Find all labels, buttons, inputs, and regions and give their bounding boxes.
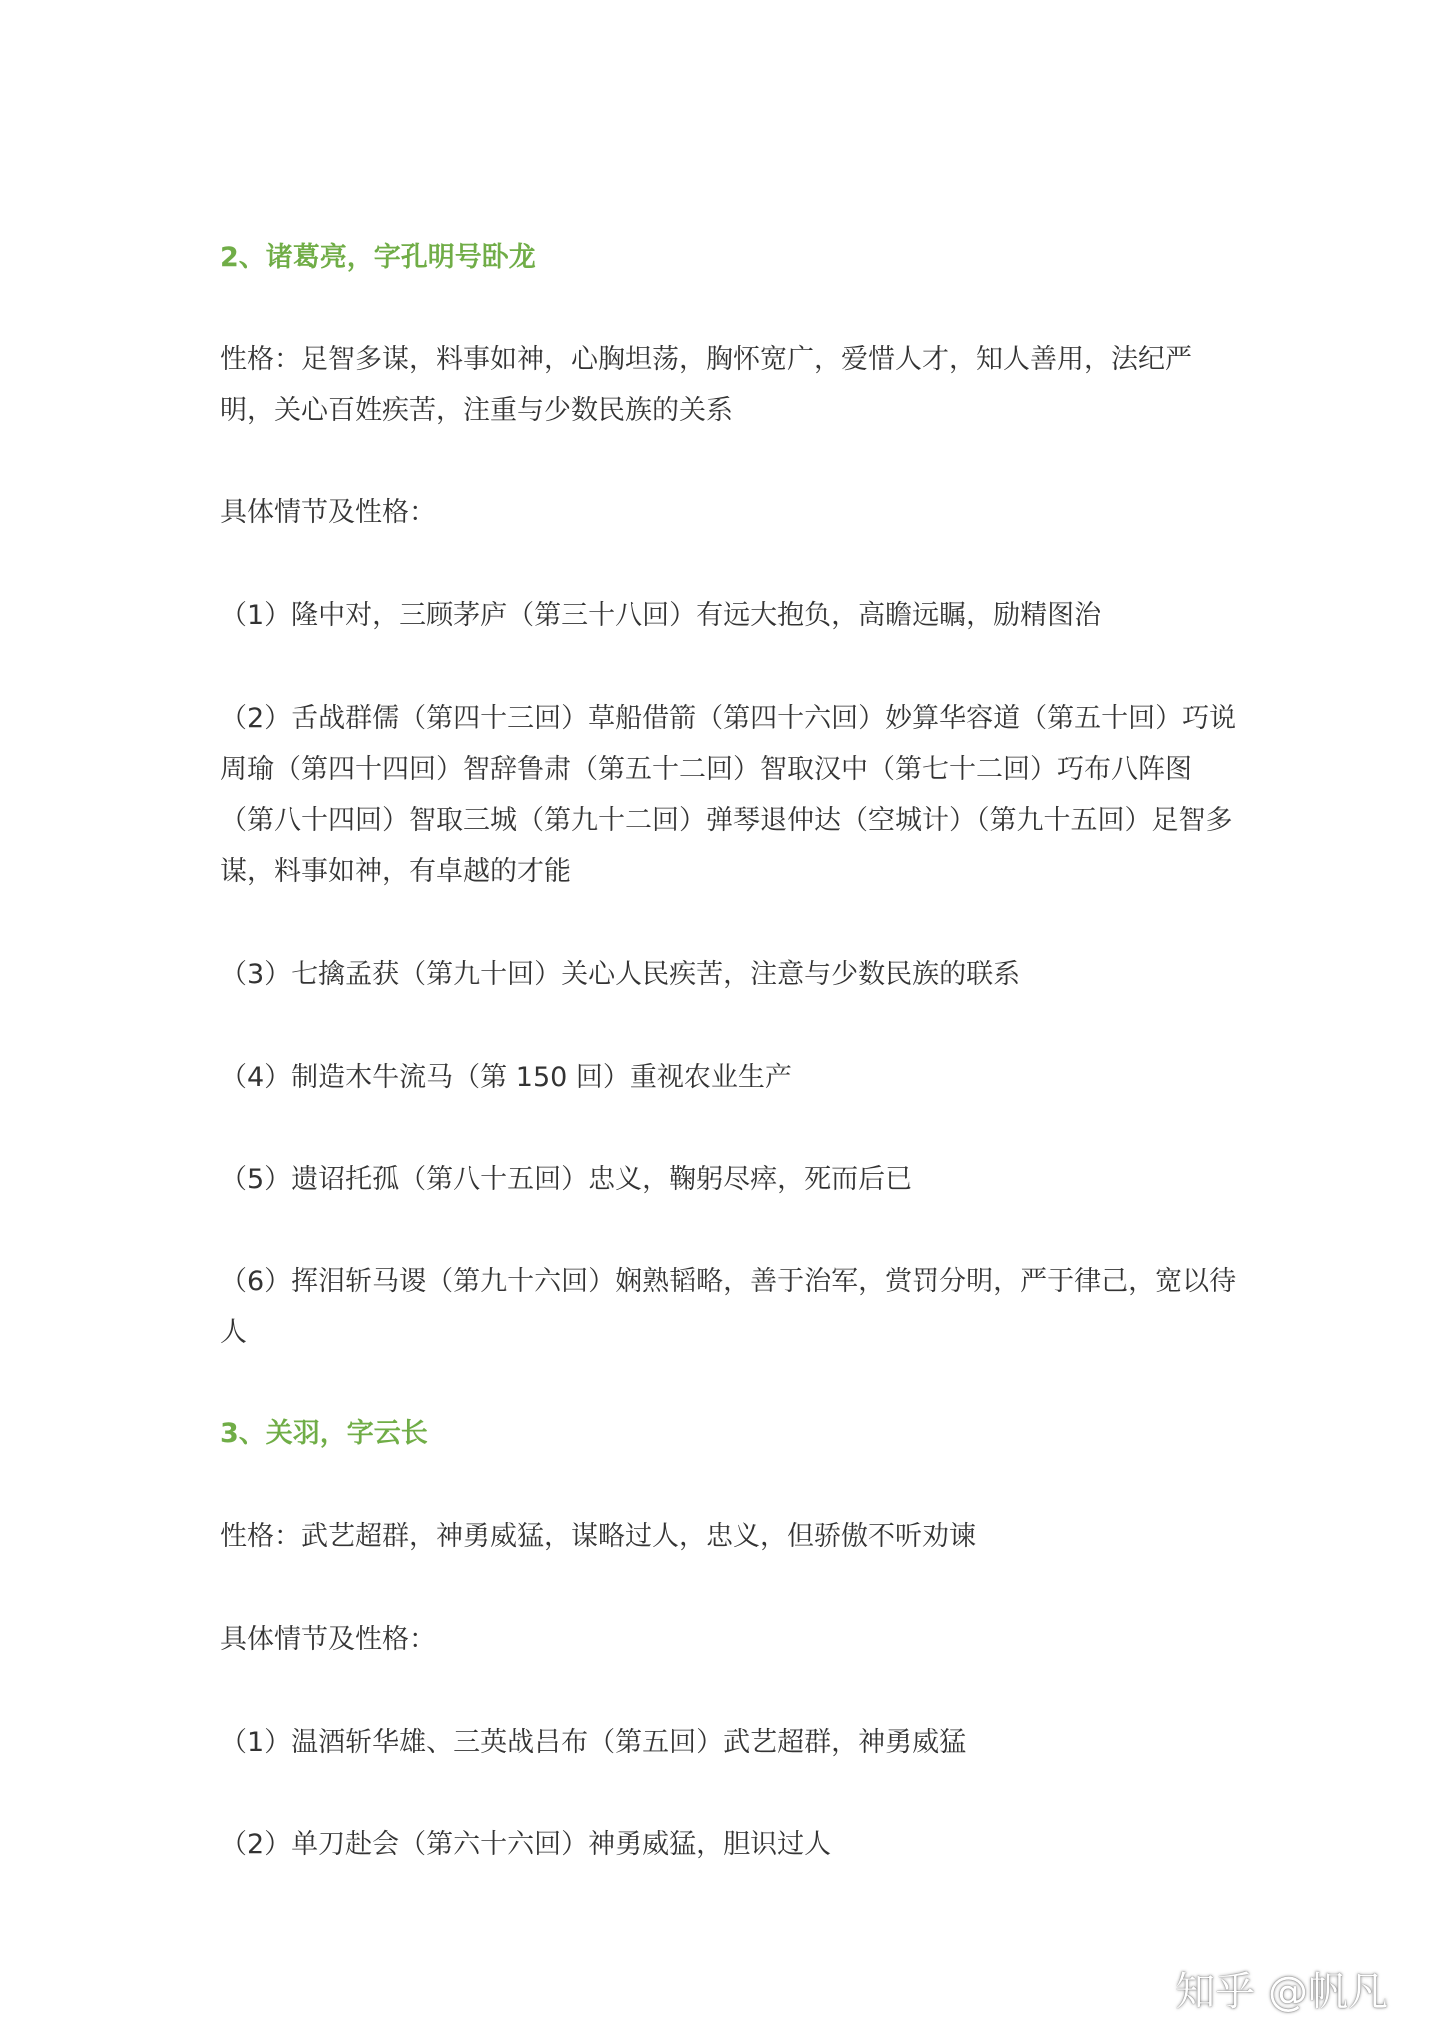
list-item: （3）七擒孟获（第九十回）关心人民疾苦，注意与少数民族的联系: [220, 959, 1021, 990]
list-item: （1）温酒斩华雄、三英战吕布（第五回）武艺超群，神勇威猛: [220, 1727, 967, 1758]
plot-label-guan-yu: 具体情节及性格：: [220, 1624, 436, 1655]
plot-label-zhuge-liang: 具体情节及性格：: [220, 497, 436, 528]
personality-guan-yu: 性格：武艺超群，神勇威猛，谋略过人，忠义，但骄傲不听劝谏: [220, 1521, 976, 1552]
list-item: （1）隆中对，三顾茅庐（第三十八回）有远大抱负，高瞻远瞩，励精图治: [220, 600, 1102, 631]
list-item: （4）制造木牛流马（第 150 回）重视农业生产: [220, 1062, 792, 1093]
list-item: （6）挥泪斩马谡（第九十六回）娴熟韬略，善于治军，赏罚分明，严于律己，宽以待人: [220, 1266, 1237, 1348]
list-item: （5）遗诏托孤（第八十五回）忠义，鞠躬尽瘁，死而后已: [220, 1164, 913, 1195]
section-heading-guan-yu: 3、关羽，字云长: [220, 1418, 428, 1449]
zhihu-watermark: 知乎 @帆凡: [1175, 1969, 1388, 2015]
personality-zhuge-liang: 性格：足智多谋，料事如神，心胸坦荡，胸怀宽广，爱惜人才，知人善用，法纪严明，关心百姓疾苦，注重与少数民族的关系: [220, 344, 1192, 426]
section-heading-zhuge-liang: 2、诸葛亮，字孔明号卧龙: [220, 242, 536, 273]
list-item: （2）单刀赴会（第六十六回）神勇威猛，胆识过人: [220, 1829, 832, 1860]
list-item: （2）舌战群儒（第四十三回）草船借箭（第四十六回）妙算华容道（第五十回）巧说周瑜（第四十四回）智辞鲁肃（第五十二回）智取汉中（第七十二回）巧布八阵图（第八十四回）智取三城（第九十二回）弹琴退仲达（空城计）（第九十五回）足智多谋，料事如神，有卓越的才能: [220, 703, 1237, 887]
